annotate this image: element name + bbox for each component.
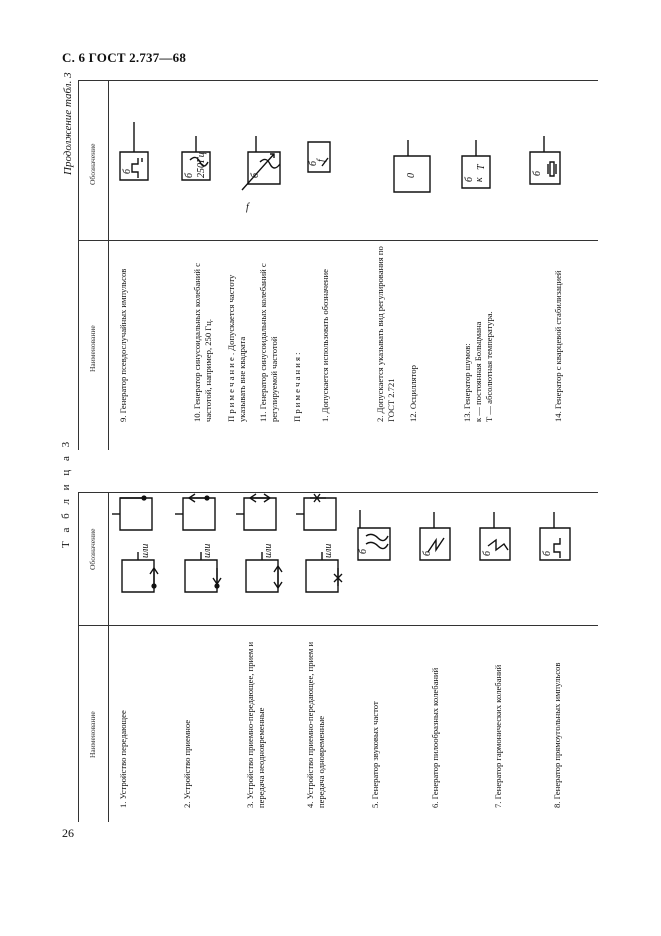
row-name-13: 13. Генератор шумов:: [462, 343, 472, 422]
row-name-4: 4. Устройство приемно-передающее, прием и передача одновременные: [305, 641, 326, 808]
table-border: [78, 80, 598, 81]
harmonic-generator-symbol: [480, 510, 520, 570]
row-name-14: 14. Генератор с кварцевой стабилизацией: [553, 270, 563, 422]
receiver-symbol: [175, 490, 225, 610]
row-note-10: П р и м е ч а н и е . Допускается частоту указывать вне квадрата: [226, 274, 247, 422]
zero-label: 0: [406, 173, 417, 178]
row-name-2: 2. Устройство приемное: [182, 719, 192, 808]
svg-text:б: б: [482, 550, 493, 556]
column-header-symbol: Обозначение: [88, 528, 97, 570]
svg-text:б: б: [532, 170, 543, 176]
variable-sine-generator-alt-symbol: [308, 142, 338, 182]
page-number: 26: [62, 826, 74, 840]
or-label: или: [323, 543, 334, 558]
svg-text:б: б: [464, 176, 475, 182]
sawtooth-generator-symbol: [420, 510, 460, 570]
header-divider: [108, 492, 109, 822]
column-header-name: Наименование: [88, 325, 97, 372]
t-label: T: [476, 164, 487, 170]
rectangular-pulse-generator-symbol: [540, 510, 580, 570]
table-border: [78, 80, 79, 450]
sine-250hz-generator-symbol: [182, 134, 222, 194]
g-label: б: [358, 548, 369, 554]
row-name-3: 3. Устройство приемно-передающее, прием и передача неодновременные: [245, 641, 266, 808]
header-divider: [108, 80, 109, 450]
svg-text:б: б: [422, 550, 433, 556]
row-name-5: 5. Генератор звуковых частот: [370, 701, 380, 808]
or-label: или: [140, 543, 151, 558]
variable-sine-generator-symbol: [240, 134, 300, 214]
row-note-11-2: 2. Допускается указывать вид регулирования по ГОСТ 2.721: [375, 246, 396, 422]
crystal-generator-symbol: [530, 134, 570, 194]
row-name-10: 10. Генератор синусоидальных колебаний с частотой, например, 250 Гц.: [192, 263, 213, 422]
table-divider: [78, 240, 598, 241]
freq-label: 250Гц: [196, 152, 207, 178]
pseudorandom-generator-symbol: [120, 122, 160, 182]
table-border: [78, 492, 79, 822]
svg-text:б: б: [184, 172, 195, 178]
page-header: С. 6 ГОСТ 2.737—68: [62, 50, 187, 65]
svg-text:б: б: [122, 168, 133, 174]
column-header-symbol: Обозначение: [88, 143, 97, 185]
row-name-11: 11. Генератор синусоидальных колебаний с регулируемой частотой: [258, 263, 279, 422]
or-label: или: [202, 543, 213, 558]
column-header-name: Наименование: [88, 711, 97, 758]
svg-text:б: б: [542, 550, 553, 556]
oscillator-symbol: [394, 138, 434, 198]
table-caption: Продолжение табл. 3: [62, 72, 74, 175]
svg-text:б: б: [250, 172, 261, 178]
transceiver-simultaneous-symbol: [296, 490, 346, 610]
table-caption: Т а б л и ц а 3: [60, 438, 72, 548]
noise-generator-symbol: [462, 138, 502, 198]
f-label: f: [246, 202, 249, 213]
table-divider: [78, 625, 598, 626]
transmitter-symbol: [112, 490, 162, 610]
transceiver-nonsimultaneous-symbol: [236, 490, 286, 610]
row-subline-13-2: Т — абсолютная температура.: [484, 311, 494, 422]
audio-generator-symbol: [360, 510, 400, 570]
svg-text:f: f: [316, 159, 327, 162]
row-name-1: 1. Устройство передающее: [118, 710, 128, 808]
row-name-8: 8. Генератор прямоугольных импульсов: [552, 662, 562, 808]
row-name-6: 6. Генератор пилообразных колебаний: [430, 667, 440, 808]
row-note-11-1: 1. Допускается использовать обозначение: [320, 269, 330, 422]
row-name-7: 7. Генератор гармонических колебаний: [493, 664, 503, 808]
k-label: к: [474, 177, 485, 182]
svg-text:б: б: [308, 160, 319, 166]
or-label: или: [263, 543, 274, 558]
row-subline-13-1: к — постоянная Больцмана: [473, 321, 483, 422]
row-name-12: 12. Осциллятор: [408, 365, 418, 422]
row-note-title-11: П р и м е ч а н и я :: [292, 352, 302, 422]
row-name-9: 9. Генератор псевдослучайных импульсов: [118, 268, 128, 422]
